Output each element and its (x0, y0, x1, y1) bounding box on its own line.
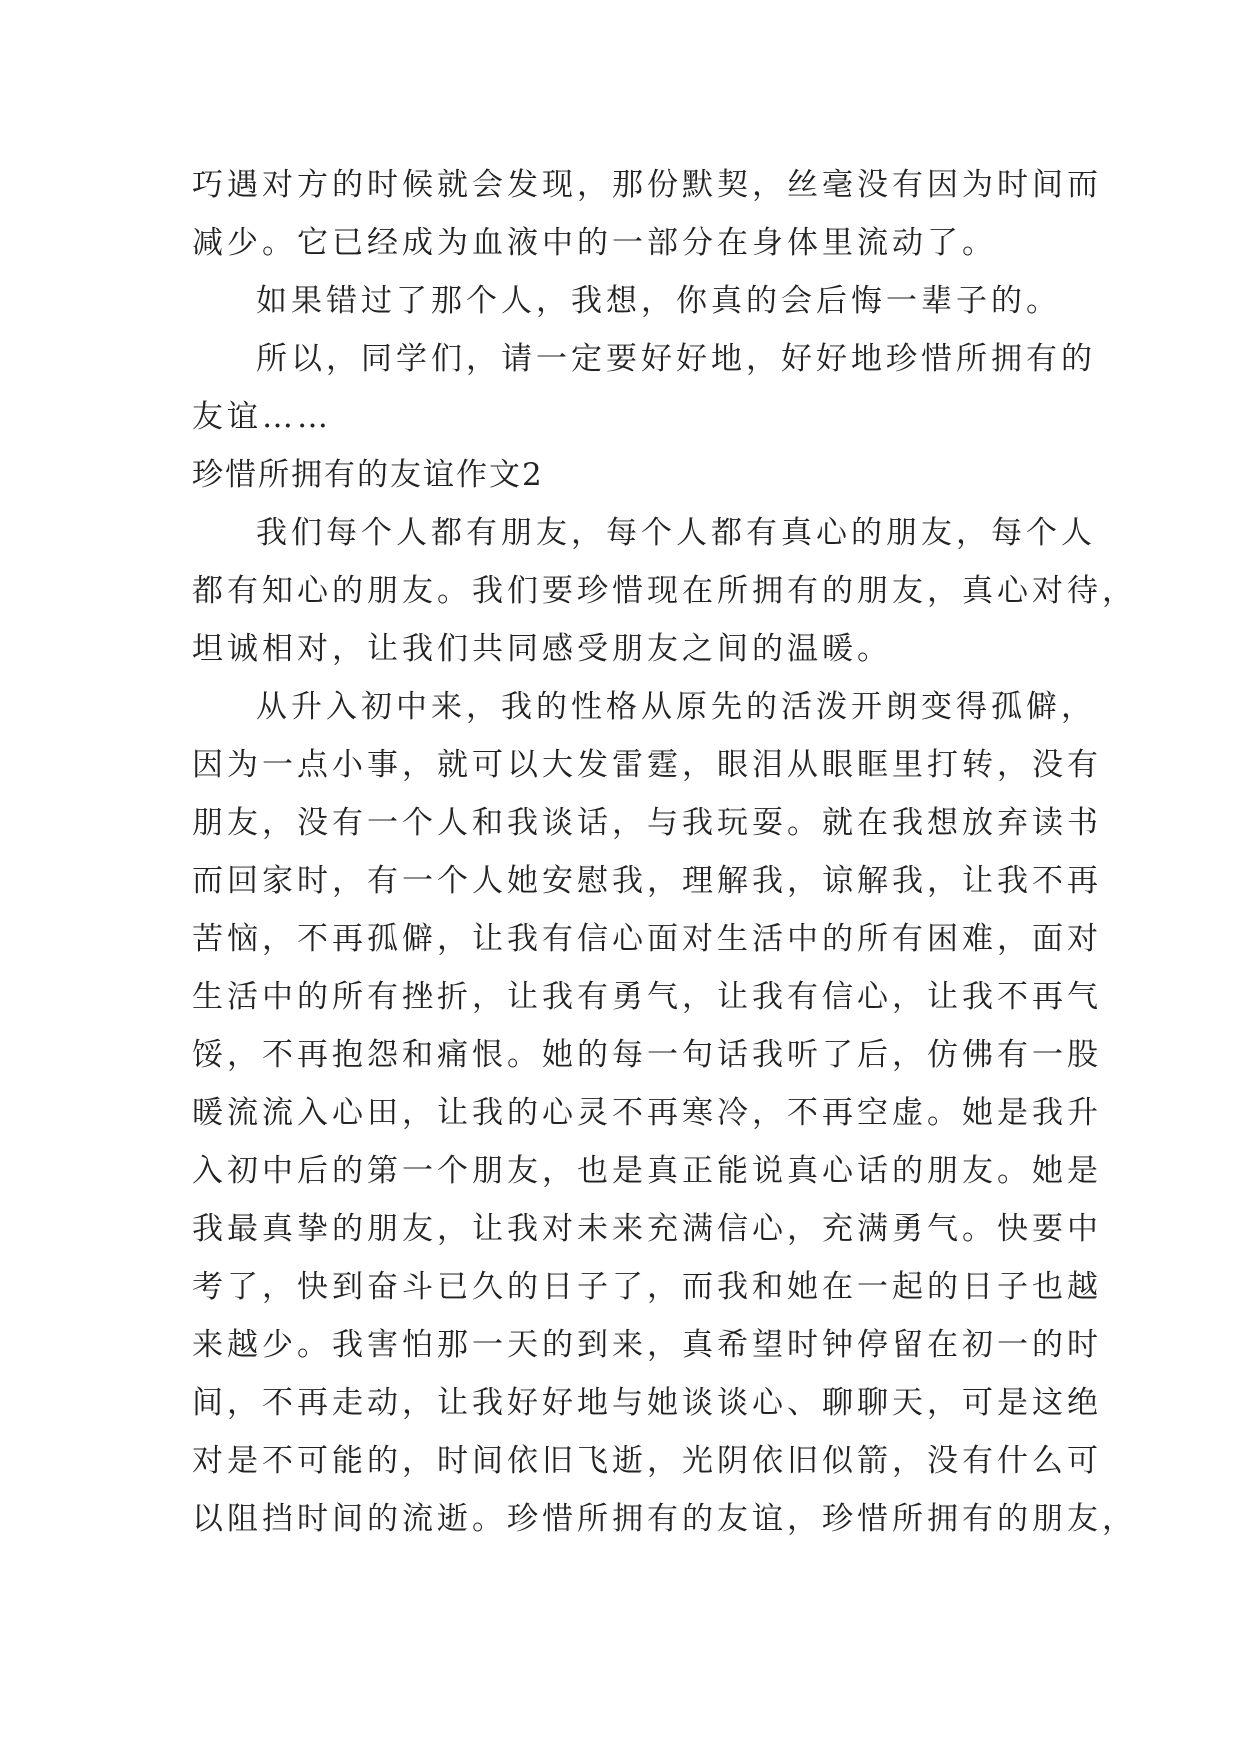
text-line: 友谊…… (192, 399, 332, 435)
text-line: 对是不可能的，时间依旧飞逝，光阴依旧似箭，没有什么可 (192, 1443, 1102, 1479)
text-line: 减少。它已经成为血液中的一部分在身体里流动了。 (192, 225, 997, 261)
text-line: 苦恼，不再孤僻，让我有信心面对生活中的所有困难，面对 (192, 921, 1102, 957)
text-line: 暖流流入心田，让我的心灵不再寒冷，不再空虚。她是我升 (192, 1095, 1102, 1131)
text-line: 生活中的所有挫折，让我有勇气，让我有信心，让我不再气 (192, 979, 1102, 1015)
text-line: 间，不再走动，让我好好地与她谈谈心、聊聊天，可是这绝 (192, 1385, 1102, 1421)
text-line: 坦诚相对，让我们共同感受朋友之间的温暖。 (192, 631, 892, 667)
text-line: 而回家时，有一个人她安慰我，理解我，谅解我，让我不再 (192, 863, 1102, 899)
paragraph-start-line: 从升入初中来，我的性格从原先的活泼开朗变得孤僻， (256, 689, 1096, 725)
document-body (192, 156, 1137, 1548)
paragraph-start-line: 所以，同学们，请一定要好好地，好好地珍惜所拥有的 (256, 341, 1096, 377)
text-line: 我最真挚的朋友，让我对未来充满信心，充满勇气。快要中 (192, 1211, 1102, 1247)
text-line: 来越少。我害怕那一天的到来，真希望时钟停留在初一的时 (192, 1327, 1102, 1363)
text-line: 馁，不再抱怨和痛恨。她的每一句话我听了后，仿佛有一股 (192, 1037, 1102, 1073)
text-line: 考了，快到奋斗已久的日子了，而我和她在一起的日子也越 (192, 1269, 1102, 1305)
paragraph-start-line: 如果错过了那个人，我想，你真的会后悔一辈子的。 (256, 283, 1061, 319)
text-line: 入初中后的第一个朋友，也是真正能说真心话的朋友。她是 (192, 1153, 1102, 1189)
text-line: 巧遇对方的时候就会发现，那份默契，丝毫没有因为时间而 (192, 167, 1102, 203)
text-line: 以阻挡时间的流逝。珍惜所拥有的友谊，珍惜所拥有的朋友， (192, 1501, 1137, 1537)
text-line: 朋友，没有一个人和我谈话，与我玩耍。就在我想放弃读书 (192, 805, 1102, 841)
text-line: 都有知心的朋友。我们要珍惜现在所拥有的朋友，真心对待， (192, 573, 1137, 609)
paragraph-start-line: 我们每个人都有朋友，每个人都有真心的朋友，每个人 (256, 515, 1096, 551)
section-title: 珍惜所拥有的友谊作文2 (192, 457, 544, 493)
text-line: 因为一点小事，就可以大发雷霆，眼泪从眼眶里打转，没有 (192, 747, 1102, 783)
